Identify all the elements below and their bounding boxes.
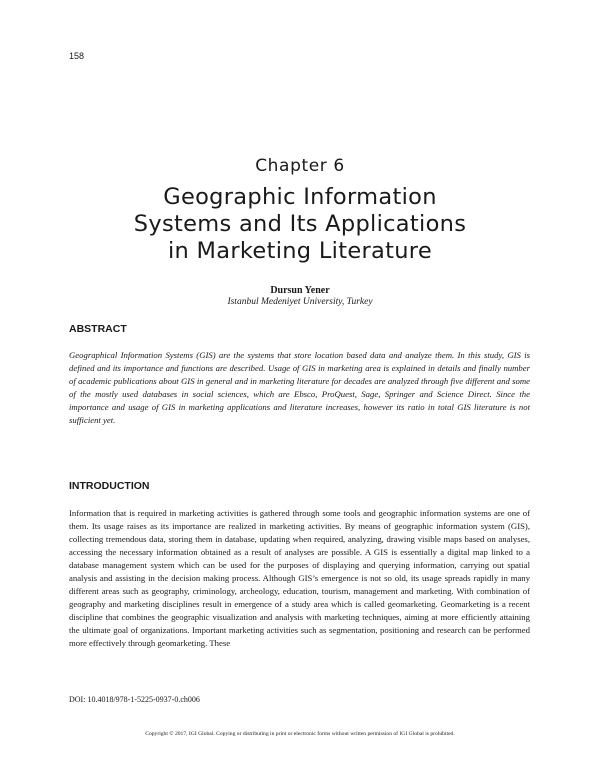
author-name: Dursun Yener bbox=[270, 285, 330, 296]
chapter-title bbox=[40, 184, 560, 265]
doi: DOI: 10.4018/978-1-5225-0937-0.ch006 bbox=[69, 695, 200, 704]
author-affiliation: Istanbul Medeniyet University, Turkey bbox=[227, 297, 373, 307]
chapter-title-line: in Marketing Literature bbox=[167, 238, 433, 264]
chapter-label: Chapter 6 bbox=[255, 156, 345, 176]
introduction-heading: INTRODUCTION bbox=[69, 480, 150, 492]
chapter-title-line: Geographic Information bbox=[163, 184, 437, 210]
copyright-notice: Copyright © 2017, IGI Global. Copying or distributing in print or electronic forms without written permission of IGI Global is prohibited. bbox=[145, 731, 455, 737]
abstract-heading: ABSTRACT bbox=[69, 323, 127, 335]
chapter-title-line: Systems and Its Applications bbox=[133, 211, 467, 237]
page-number: 158 bbox=[69, 51, 85, 61]
abstract-text: Geographical Information Systems (GIS) are the systems that store location based data and analyze them. In this study, GIS is defined and its importance and functions are described. Usage of GIS in marketing area is explained in details and finally number of academic publications about GIS in general and in marketing literature for decades are analyzed through five different and some of the mostly used databases in social sciences, which are Ebsco, ProQuest, Sage, Springer and Science Direct. Since the importance and usage of GIS in marketing applications and literature increases, however its ratio in total GIS literature is not sufficient yet. bbox=[69, 350, 530, 426]
introduction-text: Information that is required in marketing activities is gathered through some tools and geographic information systems are one of them. Its usage raises as its importance are realized in marketing activities. By means of geographic information system (GIS), collecting tremendous data, storing them in database, updating when required, analyzing, drawing visible maps based on analyses, accessing the necessary information obtained as a result of analyses are possible. A GIS is essentially a digital map linked to a database management system which can be used for the purposes of displaying and querying information, carrying out spatial analysis and assisting in the decision making process. Although GIS’s emergence is not so old, its usage spreads rapidly in many different areas such as geography, criminology, archeology, education, tourism, management and marketing. With combination of geography and marketing disciplines result in emergence of a study area which is called geomarketing. Geomarketing is a recent discipline that combines the geographic visualization and analysis with marketing techniques, aiming at more efficiently attaining the ultimate goal of organizations. Important marketing activities such as segmentation, positioning and research can be performed more effectively through geomarketing. These bbox=[69, 508, 530, 649]
